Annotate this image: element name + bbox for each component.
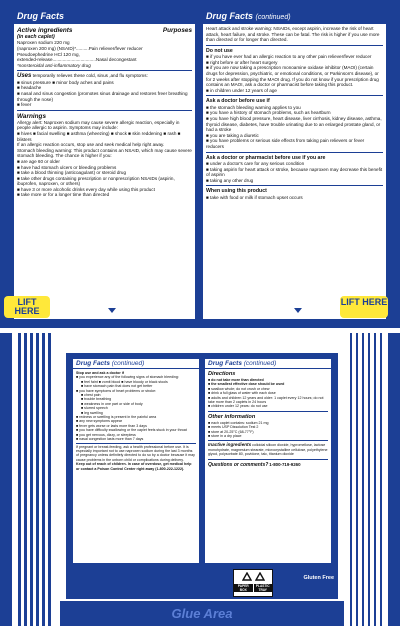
questions-phone: 1-800-719-9260 (269, 461, 301, 467)
when-using-title: When using this product (206, 188, 267, 195)
keep-out-of-reach: Keep out of reach of children. In case of overdose, get medical help or contact a Poison Control Center right away (1-800-222-1222). (76, 462, 192, 471)
ingredient-line: Naproxen sodium 220 mg (17, 40, 70, 46)
direction-item: ■ do not take more than directed (208, 378, 264, 382)
stop-use-item: ■ slurred speech (81, 406, 108, 411)
recycle-icon (242, 572, 252, 582)
stop-use-item: ■ chest pain (81, 393, 101, 398)
direction-item: ■ adults and children 12 years and older: 1 caplet every 12 hours; do not take more than 2 caplets in 24 hours (208, 395, 324, 405)
drug-facts-header-continued (205, 359, 331, 369)
brand-bar (60, 601, 344, 626)
other-info-item: ■ meets USP Dissolution Test 2 (208, 425, 259, 430)
recycle-logo (233, 569, 273, 597)
uses-intro: temporarily relieves these cold, sinus ,and flu symptoms: (32, 73, 148, 79)
recycle-label: PLASTIC TRAY (255, 584, 270, 592)
direction-item: ■ drink a full glass of water with each dose (208, 391, 276, 396)
when-using-item: ■ take with food or milk if stomach upset occurs (206, 194, 303, 200)
active-ingredients-title: Active ingredients (17, 27, 73, 34)
active-ingredients-sub: (in each caplet) (17, 34, 55, 40)
ingredient-line: extended-release..................................Nasal decongestant (17, 57, 137, 63)
uses-item: ■ nasal and sinus congestion (promotes sinus drainage and restores freer breathing through the nose) (17, 90, 188, 102)
stop-use-item: ■ leg swelling (81, 410, 103, 415)
pregnancy-warning: If pregnant or breast-feeding, ask a health professional before use. It is especially important not to use naproxen sodium during the last 3 months of pregnancy unless definitely directed to do so by a doctor because it may cause problems in the unborn child or complications during delivery. (76, 444, 195, 462)
inactive-ingredients-text: colloidal silicon dioxide, hypromellose, lactose monohydrate, magnesium stearate, microcrystalline cellulose, polyethylene glycol, polysorbate 80, povidone, talc, titanium dioxide (208, 443, 328, 457)
ask-pharmacist-item: ■ taking aspirin for heart attack or stroke, because naproxen may decrease this benefit of aspirin (206, 166, 383, 178)
stop-use-item: ■ trouble breathing (81, 397, 112, 402)
stop-use-item: ■ any new symptoms appear (76, 419, 123, 424)
stop-use-item: ■ you have symptoms of heart problems or stroke: (76, 388, 157, 393)
drug-facts-header: Drug Facts (14, 9, 195, 24)
ask-doctor-title: Ask a doctor before use if (206, 98, 270, 105)
arrow-down-icon (108, 308, 116, 313)
header-text: Drug Facts (206, 11, 254, 21)
ingredient-line: (naproxen 200 mg) (NSAID)*..........Pain reliever/fever reducer (17, 46, 143, 51)
drug-facts-header-continued (203, 9, 386, 24)
lift-here-tab-left[interactable] (4, 296, 50, 318)
uses-item: ■ headache (17, 85, 42, 91)
other-information-title: Other information (208, 413, 256, 420)
ask-doctor-item: ■ you have a history of stomach problems, such as heartburn (206, 110, 331, 116)
ask-pharmacist-item: ■ under a doctor's care for any serious condition (206, 160, 305, 166)
other-info-item: ■ each caplet contains: sodium 21 mg (208, 420, 269, 425)
stomach-warning: Stomach bleeding warning: This product contains an NSAID, which may cause severe stomach bleeding. The chance is higher if you: (17, 147, 192, 159)
drug-facts-right-column (202, 8, 387, 320)
stomach-item: ■ are age 60 or older (17, 158, 60, 164)
other-info-item: ■ store at 20-25°C (68-77°F) (208, 429, 254, 434)
inactive-ingredients-title: Inactive ingredients (208, 442, 252, 448)
ask-doctor-item: ■ you have problems or serious side effects from taking pain relievers or fever reducers (206, 138, 365, 149)
direction-item: ■ the smallest effective dose should be used (208, 382, 285, 387)
side-stripe-right (388, 333, 400, 626)
recycle-icon (255, 572, 265, 582)
stop-use-item: ■ nasal congestion lasts more than 7 days (76, 437, 144, 442)
bottom-label-panel (0, 333, 400, 626)
lift-label: LIFT HERE (14, 297, 40, 316)
direction-item: ■ children under 12 years: do not use (208, 404, 268, 409)
barcode-stripes (18, 333, 54, 626)
stop-use-item: ■ feel faint ■ vomit blood ■ have bloody or black stools (81, 379, 168, 384)
do-not-use-title: Do not use (206, 47, 233, 54)
drug-facts-bottom-left (72, 358, 200, 564)
ask-pharmacist-title: Ask a doctor or pharmacist before use if you are (206, 154, 326, 161)
header-continued: (continued) (255, 14, 291, 21)
do-not-use-item: ■ if you are now taking a prescription monoamine oxidase inhibitor (MAOI) (certain drugs for depression, psychiatric, or emotional conditions, or Parkinson's disease), or for 2 weeks after stopping the MAOI drug. If you do not know if your prescription drug contains an MAOI, ask a doctor or pharmacist before taking this product. (206, 65, 379, 88)
ingredient-line: Pseudoephedrine HCl 120 mg, (17, 51, 80, 57)
stop-use-item: ■ have stomach pain that does not get better (81, 384, 153, 389)
stop-use-title: Stop use and ask a doctor if (76, 371, 124, 375)
stomach-item: ■ have had stomach ulcers or bleeding problems (17, 164, 117, 170)
recycle-label: PAPER BOX (234, 584, 254, 592)
directions-title: Directions (208, 371, 236, 377)
purposes-title: Purposes (162, 27, 192, 34)
stomach-item: ■ take more or for a longer time than directed (17, 192, 110, 198)
stop-use-item: ■ you experience any of the following signs of stomach bleeding: (76, 375, 179, 380)
stop-use-item: ■ fever gets worse or lasts more than 3 days (76, 423, 147, 428)
stomach-item: ■ take a blood thinning (anticoagulant) or steroid drug (17, 170, 127, 176)
ask-doctor-item: ■ you are taking a diuretic (206, 132, 259, 138)
drug-facts-header-continued (73, 359, 199, 369)
ingredient-note: *nonsteroidal anti-inflammatory drug (17, 62, 91, 68)
header-continued: (continued) (243, 360, 277, 367)
lift-label: LIFT HERE (340, 297, 388, 307)
do-not-use-item: ■ in children under 12 years of age (206, 87, 277, 93)
arrow-down-icon (294, 308, 302, 313)
uses-item: ■ fever (17, 102, 32, 108)
header-continued: (continued) (111, 360, 145, 367)
stop-use-item: ■ redness or swelling is present in the painful area (76, 415, 157, 420)
side-stripe-left (0, 333, 12, 626)
stomach-item: ■ take other drugs containing prescription or nonprescription NSAIDs (aspirin, ibuprofen, naproxen, or others) (17, 175, 175, 187)
gluten-free-label: Gluten Free (303, 575, 334, 581)
ask-pharmacist-item: ■ taking any other drug (206, 177, 254, 183)
lift-here-tab-right[interactable] (340, 296, 388, 318)
allergy-after: If an allergic reaction occurs, stop use and seek medical help right away. (17, 142, 165, 148)
ask-doctor-item: ■ the stomach bleeding warning applies to you (206, 104, 301, 110)
do-not-use-item: ■ right before or after heart surgery (206, 59, 278, 65)
brand-text: Glue Area (171, 606, 233, 621)
uses-title: Uses (17, 73, 32, 80)
stop-use-item: ■ you get nervous, dizzy, or sleepless (76, 432, 136, 437)
heart-warning: Heart attack and stroke warning: NSAIDs, except aspirin, increase the risk of heart attack, heart failure, and stroke. These can be fatal. The risk is higher if you use more than directed or for longer than directed. (206, 26, 380, 43)
header-text: Drug Facts (76, 360, 110, 367)
warnings-title: Warnings (17, 112, 46, 120)
direction-item: ■ swallow whole; do not crush or chew (208, 386, 270, 391)
header-text: Drug Facts (208, 360, 242, 367)
allergy-items: ■ hives ■ facial swelling ■ asthma (wheezing) ■ shock ■ skin reddening ■ rash ■ blisters (17, 130, 181, 142)
drug-facts-left-column (13, 8, 196, 320)
allergy-alert: Allergy alert: Naproxen sodium may cause severe allergic reaction, especially in people allergic to aspirin. Symptoms may include: (17, 119, 180, 131)
barcode-stripes (350, 333, 382, 626)
drug-facts-bottom-right (204, 358, 332, 564)
stop-use-item: ■ you have difficulty swallowing or the caplet feels stuck in your throat (76, 428, 187, 433)
questions-title: Questions or comments? (208, 461, 269, 468)
stomach-item: ■ have 3 or more alcoholic drinks every day while using this product (17, 186, 155, 192)
other-info-item: ■ store in a dry place (208, 434, 242, 439)
ask-doctor-item: ■ you have high blood pressure, heart disease, liver cirrhosis, kidney disease, asthma, thyroid disease, diabetes, have trouble urinating due to an enlarged prostate gland, or had a stroke (206, 115, 382, 133)
do-not-use-item: ■ if you have ever had an allergic reaction to any other pain reliever/fever reducer (206, 54, 372, 60)
uses-item: ■ sinus pressure ■ minor body aches and pains (17, 79, 114, 85)
stop-use-item: ■ weakness in one part or side of body (81, 401, 143, 406)
